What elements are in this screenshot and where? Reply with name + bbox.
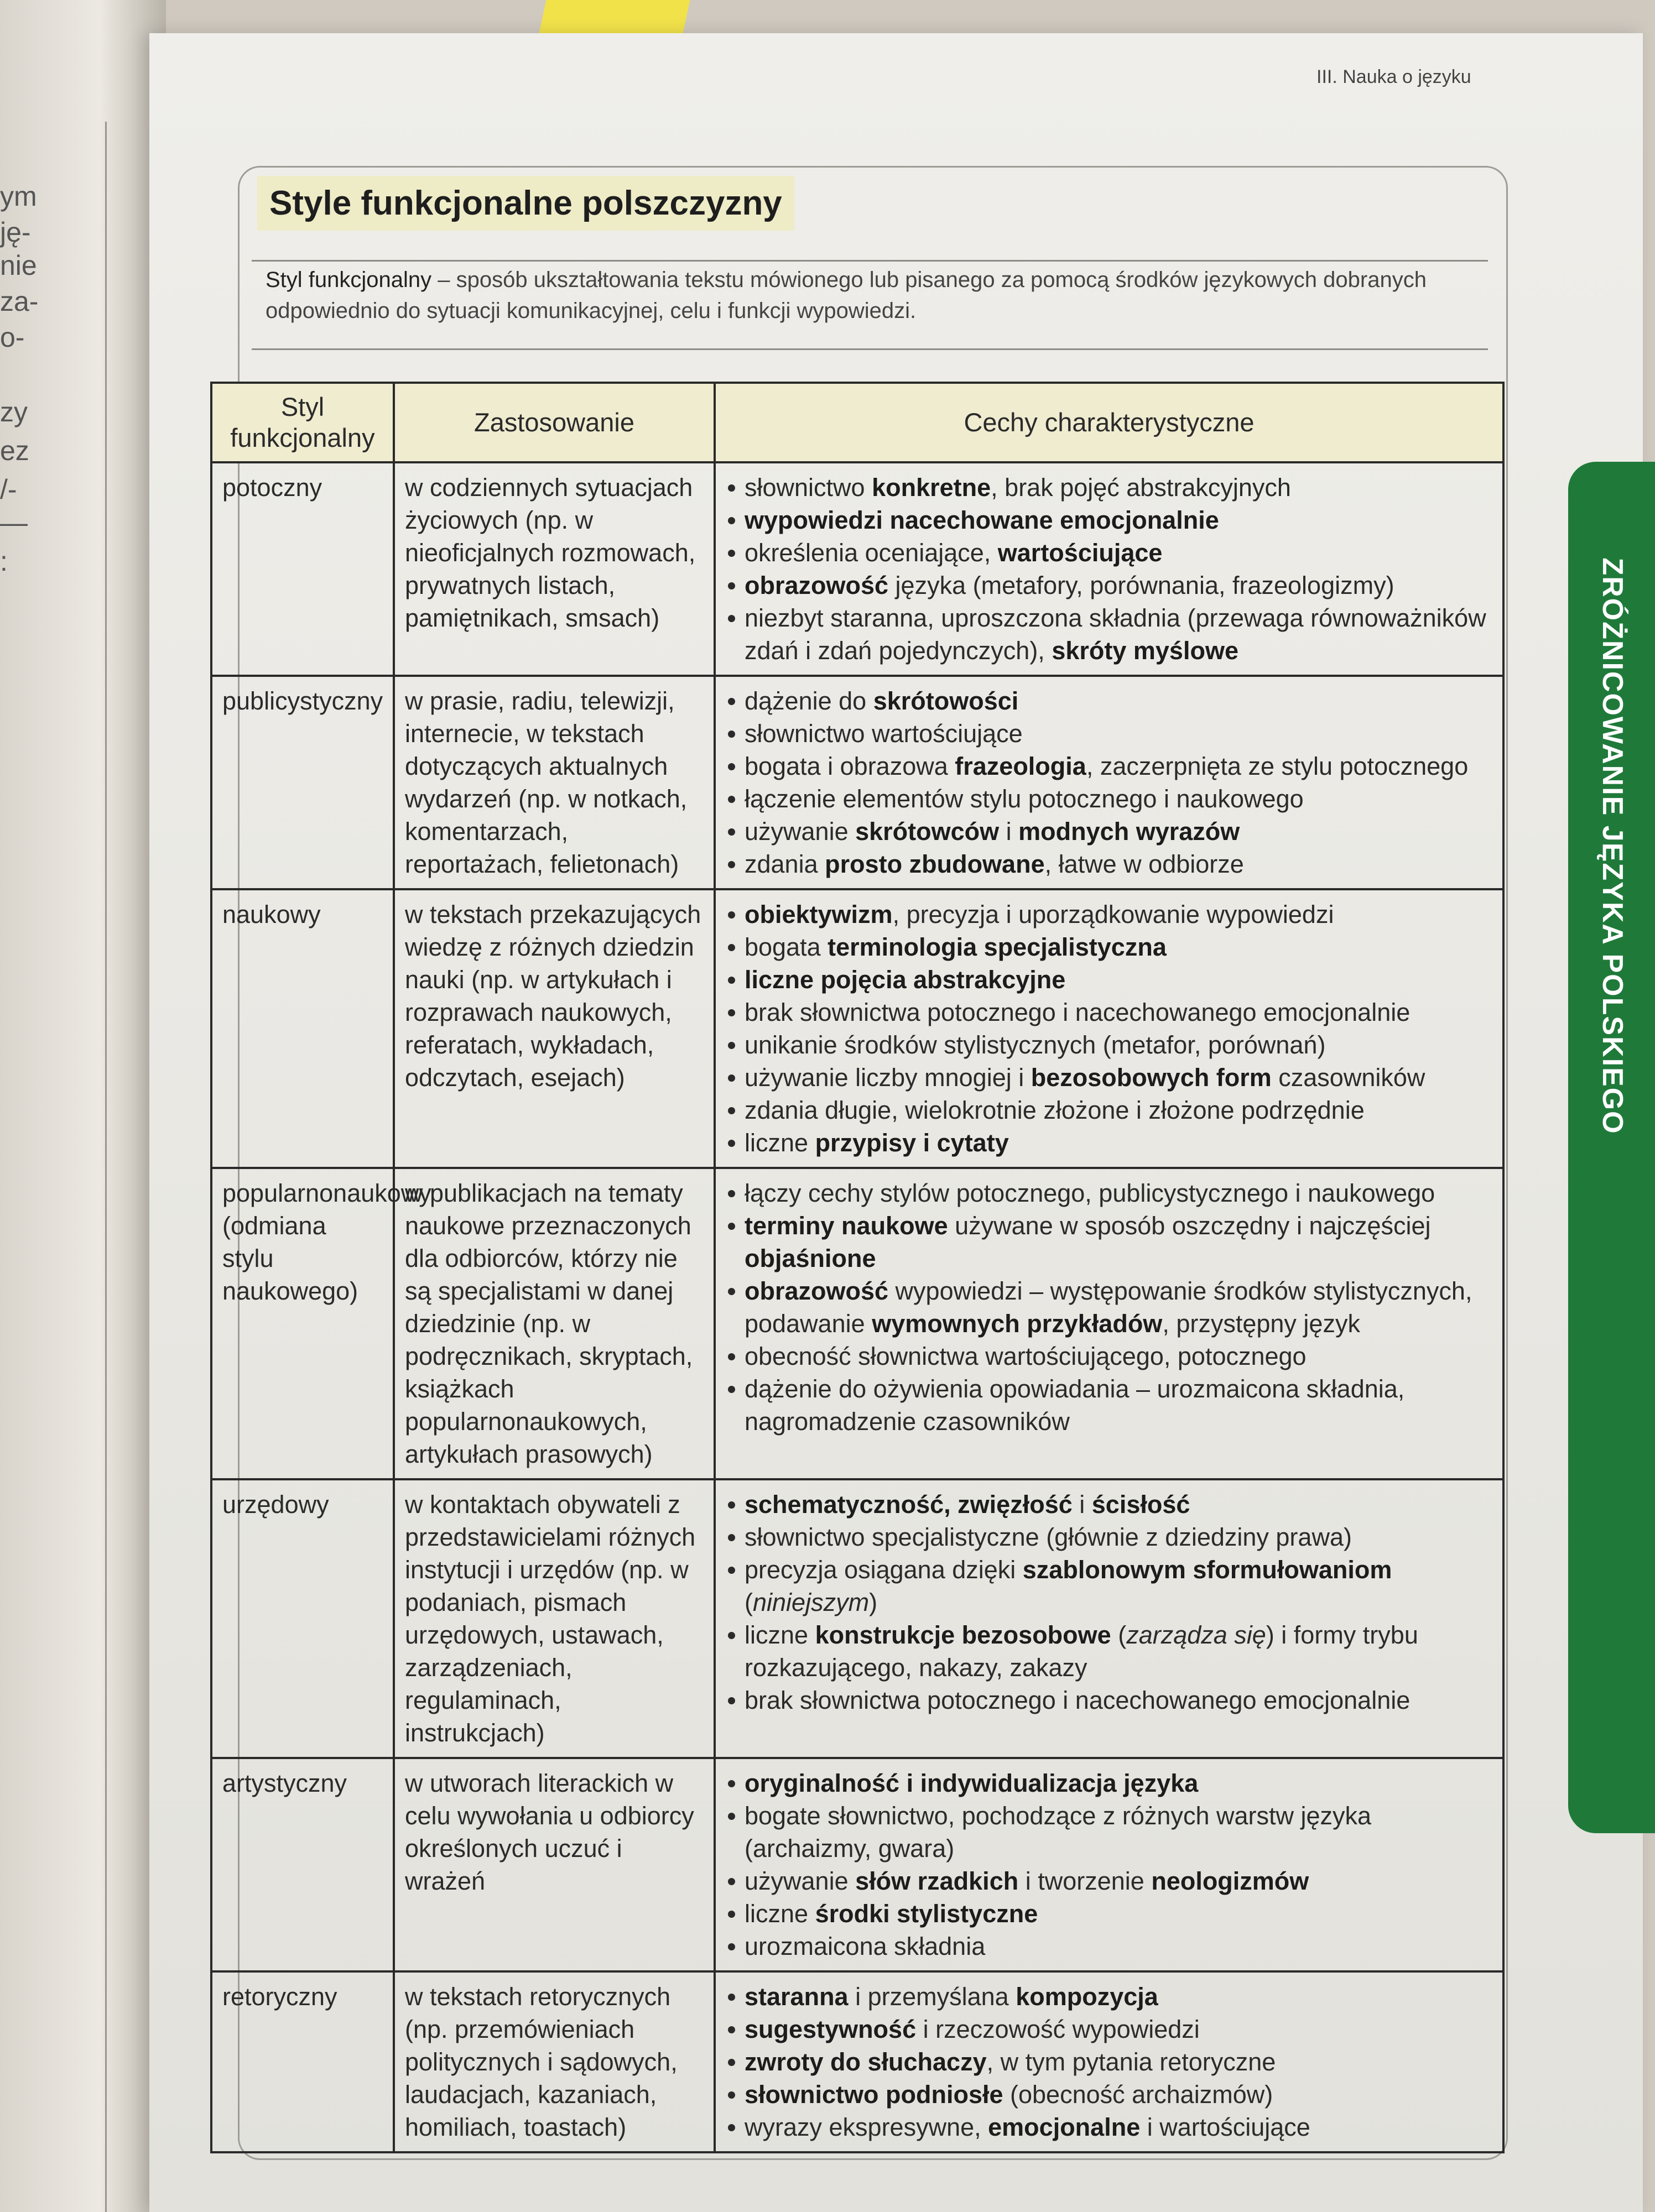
- feature-item: [726, 1340, 1492, 1373]
- feature-keyword: skrótowości: [873, 687, 1019, 715]
- feature-item: [726, 1094, 1492, 1126]
- usage-cell: w codziennych sytuacjach życiowych (np. w nieoficjalnych rozmowach, prywatnych listach, pamiętnikach, smsach): [394, 462, 715, 676]
- style-name-cell: publicystyczny: [211, 676, 394, 889]
- feature-item: [726, 2111, 1492, 2143]
- feature-text: bogate słownictwo, pochodzące z różnych warstw języka (archaizmy, gwara): [745, 1802, 1372, 1863]
- feature-text: ): [869, 1588, 878, 1616]
- feature-example: zarządza się: [1126, 1621, 1266, 1649]
- feature-text: , precyzja i uporządkowanie wypowiedzi: [892, 900, 1334, 928]
- feature-item: [726, 1029, 1492, 1061]
- feature-keyword: konstrukcje bezosobowe: [815, 1621, 1111, 1649]
- table-row: [211, 1479, 1503, 1758]
- feature-keyword: liczne pojęcia abstrakcyjne: [745, 966, 1066, 994]
- feature-item: [726, 1373, 1492, 1438]
- feature-text: (: [1111, 1621, 1127, 1649]
- table-row: [211, 1971, 1503, 2152]
- feature-item: [726, 602, 1492, 667]
- feature-item: [726, 1521, 1492, 1553]
- feature-text: niezbyt staranna, uproszczona składnia (przewaga równoważników zdań i zdań pojedynczych),: [745, 604, 1486, 665]
- feature-keyword: obiektywizm: [745, 900, 893, 928]
- feature-text: liczne: [745, 1129, 815, 1157]
- feature-text: , w tym pytania retoryczne: [986, 2048, 1276, 2076]
- features-list: [726, 1767, 1492, 1963]
- feature-text: brak słownictwa potocznego i nacechowanego emocjonalnie: [745, 1686, 1411, 1714]
- feature-text: bogata: [745, 933, 828, 961]
- feature-item: [726, 2013, 1492, 2046]
- features-cell: [715, 1758, 1503, 1971]
- feature-text: łączy cechy stylów potocznego, publicystycznego i naukowego: [745, 1179, 1435, 1207]
- features-list: [726, 471, 1492, 667]
- style-name-cell: urzędowy: [211, 1479, 394, 1758]
- table-row: [211, 1168, 1503, 1479]
- features-list: [726, 1177, 1492, 1438]
- usage-cell: w prasie, radiu, telewizji, internecie, w tekstach dotyczących aktualnych wydarzeń (np. w notkach, komentarzach, reportażach, felietonach): [394, 676, 715, 889]
- features-cell: [715, 462, 1503, 676]
- feature-item: [726, 1275, 1492, 1340]
- feature-keyword: neologizmów: [1151, 1867, 1309, 1895]
- feature-text: brak słownictwa potocznego i nacechowanego emocjonalnie: [745, 998, 1411, 1026]
- usage-cell: w utworach literackich w celu wywołania u odbiorcy określonych uczuć i wrażeń: [394, 1758, 715, 1971]
- feature-keyword: emocjonalne: [988, 2113, 1141, 2141]
- feature-text: dążenie do: [745, 687, 873, 715]
- features-cell: [715, 1479, 1503, 1758]
- feature-item: [726, 1897, 1492, 1930]
- feature-text: i rzeczowość wypowiedzi: [916, 2015, 1200, 2043]
- feature-keyword: sugestywność: [745, 2015, 917, 2043]
- feature-text: słownictwo wartościujące: [745, 719, 1023, 748]
- feature-text: (obecność archaizmów): [1003, 2080, 1273, 2109]
- feature-item: [726, 782, 1492, 815]
- feature-text: unikanie środków stylistycznych (metafor, porównań): [745, 1031, 1326, 1059]
- features-cell: [715, 676, 1503, 889]
- feature-item: [726, 1767, 1492, 1799]
- features-cell: [715, 1971, 1503, 2152]
- feature-item: [726, 1488, 1492, 1521]
- style-name-cell: potoczny: [211, 462, 394, 676]
- feature-text: liczne: [745, 1621, 815, 1649]
- left-page-fragment: :: [0, 546, 8, 577]
- feature-keyword: frazeologia: [955, 752, 1086, 780]
- column-header: Styl funkcjonalny: [211, 383, 394, 462]
- feature-item: [726, 996, 1492, 1029]
- feature-keyword: konkretne: [872, 473, 991, 502]
- feature-keyword: oryginalność i indywidualizacja języka: [745, 1769, 1199, 1797]
- left-page-rule: [105, 122, 107, 2212]
- feature-item: [726, 1684, 1492, 1717]
- feature-keyword: przypisy i cytaty: [815, 1129, 1009, 1157]
- feature-item: [726, 2046, 1492, 2078]
- feature-item: [726, 1619, 1492, 1684]
- left-page-fragment: za-: [0, 286, 39, 317]
- feature-item: [726, 898, 1492, 931]
- table-row: [211, 462, 1503, 676]
- feature-keyword: terminy naukowe: [745, 1212, 948, 1240]
- feature-item: [726, 848, 1492, 880]
- feature-text: i wartościujące: [1140, 2113, 1310, 2141]
- feature-item: [726, 1209, 1492, 1275]
- feature-text: obecność słownictwa wartościującego, potocznego: [745, 1342, 1307, 1370]
- left-page-fragment: o-: [0, 322, 25, 353]
- feature-text: , zaczerpnięta ze stylu potocznego: [1086, 752, 1469, 780]
- feature-text: czasowników: [1271, 1063, 1425, 1092]
- style-name-cell: popularnonaukowy (odmiana stylu naukowego): [211, 1168, 394, 1479]
- left-page-fragment: zy: [0, 397, 28, 427]
- definition-text: – sposób ukształtowania tekstu mówionego lub pisanego za pomocą środków językowych dobranych odpowiednio do sytuacji komunikacyjnej, celu i funkcji wypowiedzi.: [266, 268, 1427, 323]
- feature-item: [726, 504, 1492, 536]
- feature-example: niniejszym: [753, 1588, 870, 1616]
- feature-keyword: schematyczność, zwięzłość: [745, 1490, 1073, 1519]
- feature-keyword: słownictwo podniosłe: [745, 2080, 1003, 2109]
- feature-keyword: środki stylistyczne: [815, 1900, 1038, 1928]
- feature-text: słownictwo: [745, 473, 872, 502]
- feature-keyword: prosto zbudowane: [825, 850, 1045, 878]
- feature-text: precyzja osiągana dzięki: [745, 1556, 1023, 1584]
- feature-keyword: modnych wyrazów: [1018, 817, 1240, 846]
- divider: [252, 260, 1488, 262]
- feature-keyword: ścisłość: [1091, 1490, 1190, 1519]
- feature-item: [726, 750, 1492, 782]
- feature-text: i przemyślana: [848, 1983, 1016, 2011]
- feature-text: używanie liczby mnogiej i: [745, 1063, 1031, 1092]
- usage-cell: w kontaktach obywateli z przedstawicielami różnych instytucji i urzędów (np. w podaniach, pismach urzędowych, ustawach, zarządzeniach, regulaminach, instrukcjach): [394, 1479, 715, 1758]
- style-name-cell: retoryczny: [211, 1971, 394, 2152]
- feature-item: [726, 963, 1492, 996]
- feature-keyword: kompozycja: [1016, 1983, 1158, 2011]
- styles-table: [210, 382, 1505, 2153]
- features-list: [726, 685, 1492, 880]
- feature-keyword: terminologia specjalistyczna: [828, 933, 1167, 961]
- feature-keyword: wymownych przykładów: [872, 1310, 1163, 1338]
- divider: [252, 348, 1488, 350]
- feature-keyword: objaśnione: [745, 1244, 876, 1272]
- feature-text: używanie: [745, 1867, 856, 1895]
- feature-item: [726, 931, 1492, 963]
- left-page-fragment: /-: [0, 474, 17, 505]
- chapter-side-tab-label: ZRÓŻNICOWANIE JĘZYKA POLSKIEGO: [1596, 557, 1628, 1135]
- left-facing-page: [0, 0, 166, 2212]
- left-page-fragment: ez: [0, 435, 29, 466]
- feature-item: [726, 2078, 1492, 2111]
- features-cell: [715, 1168, 1503, 1479]
- feature-text: i tworzenie: [1018, 1867, 1152, 1895]
- feature-keyword: skrótowców: [855, 817, 1000, 846]
- running-head: III. Nauka o języku: [1316, 66, 1471, 87]
- feature-text: , brak pojęć abstrakcyjnych: [991, 473, 1291, 502]
- feature-item: [726, 569, 1492, 602]
- definition-term: Styl funkcjonalny: [266, 268, 432, 292]
- feature-item: [726, 685, 1492, 717]
- feature-text: ) i formy trybu rozkazującego, nakazy, zakazy: [745, 1621, 1418, 1682]
- feature-text: zdania długie, wielokrotnie złożone i złożone podrzędnie: [745, 1096, 1365, 1124]
- style-name-cell: artystyczny: [211, 1758, 394, 1971]
- feature-keyword: zwroty do słuchaczy: [745, 2048, 987, 2076]
- feature-keyword: staranna: [745, 1983, 849, 2011]
- feature-text: bogata i obrazowa: [745, 752, 955, 780]
- feature-text: łączenie elementów stylu potocznego i naukowego: [745, 785, 1304, 813]
- feature-keyword: obrazowość: [745, 571, 889, 599]
- feature-item: [726, 1177, 1492, 1209]
- table-row: [211, 889, 1503, 1168]
- feature-item: [726, 1799, 1492, 1865]
- usage-cell: w tekstach retorycznych (np. przemówieniach politycznych i sądowych, laudacjach, kazaniach, homiliach, toastach): [394, 1971, 715, 2152]
- features-list: [726, 1980, 1492, 2143]
- feature-text: wyrazy ekspresywne,: [745, 2113, 988, 2141]
- feature-keyword: bezosobowych form: [1031, 1063, 1272, 1092]
- usage-cell: w publikacjach na tematy naukowe przeznaczonych dla odbiorców, którzy nie są specjalistami w danej dziedzinie (np. w podręcznikach, skryptach, książkach popularnonaukowych, artykułach prasowych): [394, 1168, 715, 1479]
- feature-item: [726, 471, 1492, 504]
- feature-text: i: [1072, 1490, 1092, 1519]
- feature-text: języka (metafory, porównania, frazeologizmy): [888, 571, 1394, 599]
- features-list: [726, 1488, 1492, 1717]
- feature-text: urozmaicona składnia: [745, 1932, 986, 1960]
- feature-item: [726, 717, 1492, 750]
- feature-text: określenia oceniające,: [745, 539, 998, 567]
- feature-keyword: wartościujące: [997, 539, 1163, 567]
- feature-item: [726, 1980, 1492, 2013]
- feature-keyword: szablonowym sformułowaniom: [1022, 1556, 1392, 1584]
- left-page-fragment: ję-: [0, 217, 31, 248]
- usage-cell: w tekstach przekazujących wiedzę z różnych dziedzin nauki (np. w artykułach i rozprawach naukowych, referatach, wykładach, odczytach, esejach): [394, 889, 715, 1168]
- features-cell: [715, 889, 1503, 1168]
- feature-item: [726, 1126, 1492, 1159]
- feature-text: wypowiedzi – występowanie środków stylistycznych, podawanie: [745, 1277, 1472, 1338]
- feature-text: używanie: [745, 817, 856, 846]
- feature-item: [726, 536, 1492, 569]
- feature-text: (: [745, 1588, 753, 1616]
- left-page-fragment: nie: [0, 250, 37, 281]
- style-name-cell: naukowy: [211, 889, 394, 1168]
- feature-item: [726, 815, 1492, 848]
- table-row: [211, 1758, 1503, 1971]
- feature-keyword: obrazowość: [745, 1277, 889, 1305]
- left-page-fragment: —: [0, 507, 28, 538]
- table-row: [211, 676, 1503, 889]
- left-page-fragment: ym: [0, 181, 37, 212]
- feature-text: , łatwe w odbiorze: [1044, 850, 1244, 878]
- feature-keyword: słów rzadkich: [855, 1867, 1019, 1895]
- page-title: Style funkcjonalne polszczyzny: [257, 176, 794, 231]
- feature-item: [726, 1553, 1492, 1619]
- feature-item: [726, 1061, 1492, 1094]
- table-header-row: [211, 383, 1503, 462]
- feature-keyword: skróty myślowe: [1052, 637, 1238, 665]
- feature-item: [726, 1865, 1492, 1897]
- feature-text: zdania: [745, 850, 825, 878]
- column-header: Cechy charakterystyczne: [715, 383, 1503, 462]
- features-list: [726, 898, 1492, 1159]
- definition: [266, 264, 1477, 326]
- feature-text: i: [999, 817, 1019, 846]
- feature-keyword: wypowiedzi nacechowane emocjonalnie: [745, 506, 1219, 534]
- feature-text: dążenie do ożywienia opowiadania – urozmaicona składnia, nagromadzenie czasowników: [745, 1375, 1405, 1436]
- feature-text: liczne: [745, 1900, 815, 1928]
- feature-text: , przystępny język: [1162, 1310, 1360, 1338]
- feature-text: używane w sposób oszczędny i najczęściej: [948, 1212, 1431, 1240]
- feature-item: [726, 1930, 1492, 1963]
- column-header: Zastosowanie: [394, 383, 715, 462]
- feature-text: słownictwo specjalistyczne (głównie z dziedziny prawa): [745, 1523, 1352, 1551]
